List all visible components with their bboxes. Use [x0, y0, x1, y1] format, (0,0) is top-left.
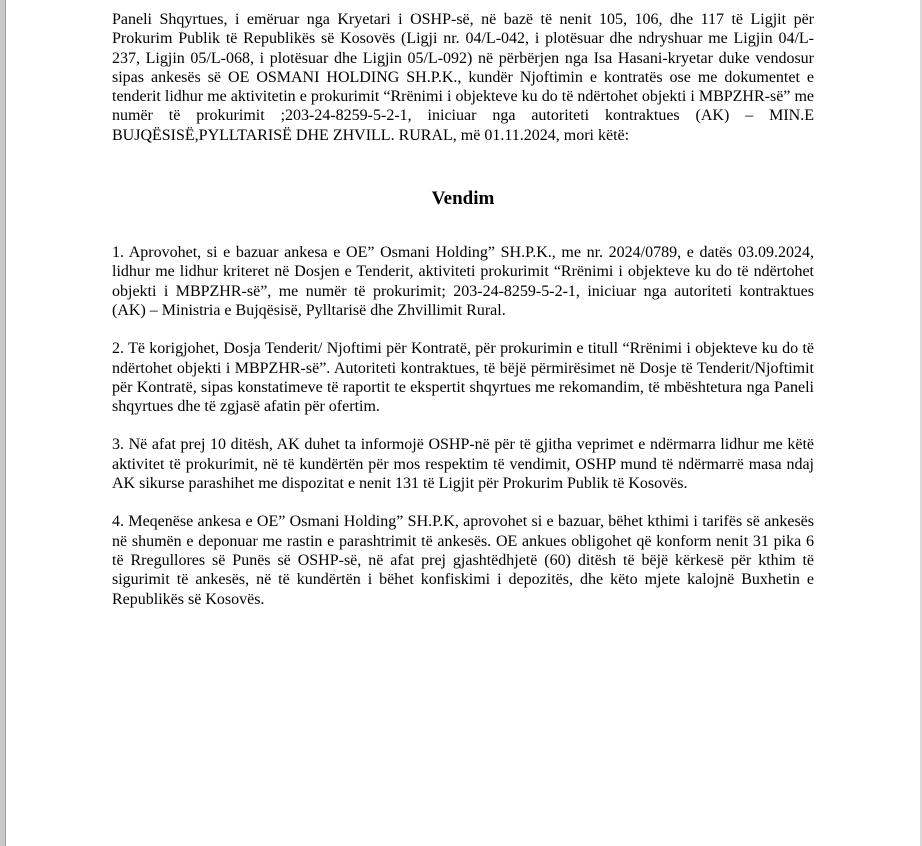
- decision-item-1: 1. Aprovohet, si e bazuar ankesa e OE” Osmani Holding” SH.P.K., me nr. 2024/0789, e datës 03.09.2024, lidhur me lidhur kriteret në Dosjen e Tenderit, aktiviteti prokurimit “Rrënimi i objekteve ku do të ndërtohet objekti i MBPZHR-së”, me numër të prokurimit; 203-24-8259-5-2-1, iniciuar nga autoriteti kontraktues (AK) – Ministria e Bujqësisë, Pylltarisë dhe Zhvillimit Rural.: [112, 244, 814, 319]
- document-body: [112, 10, 814, 628]
- intro-paragraph: Paneli Shqyrtues, i emëruar nga Kryetari i OSHP-së, në bazë të nenit 105, 106, dhe 117 të Ligjit për Prokurim Publik të Republikës së Kosovës (Ligji nr. 04/L-042, i plotësuar dhe ndryshuar me Ligjin 04/L-237, Ligjin 05/L-068, i plotësuar dhe Ligjin 05/L-092) në përbërjen nga Isa Hasani-kryetar duke vendosur sipas ankesës së OE OSMANI HOLDING SH.P.K., kundër Njoftimin e kontratës ose me dokumentet e tenderit lidhur me aktivitetin e prokurimit “Rrënimi i objekteve ku do të ndërtohet objekti i MBPZHR-së” me numër të prokurimit ;203-24-8259-5-2-1, iniciuar nga autoriteti kontraktues (AK) – MIN.E BUJQËSISË,PYLLTARISË DHE ZHVILL. RURAL, më 01.11.2024, mori këtë:: [112, 11, 814, 144]
- decision-title: Vendim: [431, 188, 495, 210]
- viewer-left-border: [0, 0, 6, 846]
- decision-item-3: 3. Në afat prej 10 ditësh, AK duhet ta informojë OSHP-në për të gjitha veprimet e ndërmarra lidhur me këtë aktivitet të prokurimit, në të kundërtën për mos respektim të vendimit, OSHP mund të ndërmarrë masa ndaj AK sikurse parashihet me dispozitat e nenit 131 të Ligjit për Prokurim Publik të Kosovës.: [112, 436, 814, 493]
- decision-item-4: 4. Meqenëse ankesa e OE” Osmani Holding” SH.P.K, aprovohet si e bazuar, bëhet kthimi i tarifës së ankesës në shumën e deponuar me rastin e parashtrimit të ankesës. OE ankues obligohet që konform nenit 31 pika 6 të Rregullores së Punës së OSHP-së, në afat prej gjashtëdhjetë (60) ditësh të bëjë kërkesë për kthim të sigurimit të ankesës, në të kundërtën i bëhet konfiskimi i depozitës, dhe këto mjete kalojnë Buxhetin e Republikës së Kosovës.: [112, 513, 814, 608]
- decision-item-2: 2. Të korigjohet, Dosja Tenderit/ Njoftimi për Kontratë, për prokurimin e titull “Rrënimi i objekteve ku do të ndërtohet objekti i MBPZHR-së”. Autoriteti kontraktues, të bëjë përmirësimet në Dosje të Tenderit/Njoftimit për Kontratë, sipas konstatimeve të raportit te ekspertit shqyrtues me rekomandim, të mbështetura nga Paneli shqyrtues dhe të zgjasë afatin për ofertim.: [112, 340, 814, 416]
